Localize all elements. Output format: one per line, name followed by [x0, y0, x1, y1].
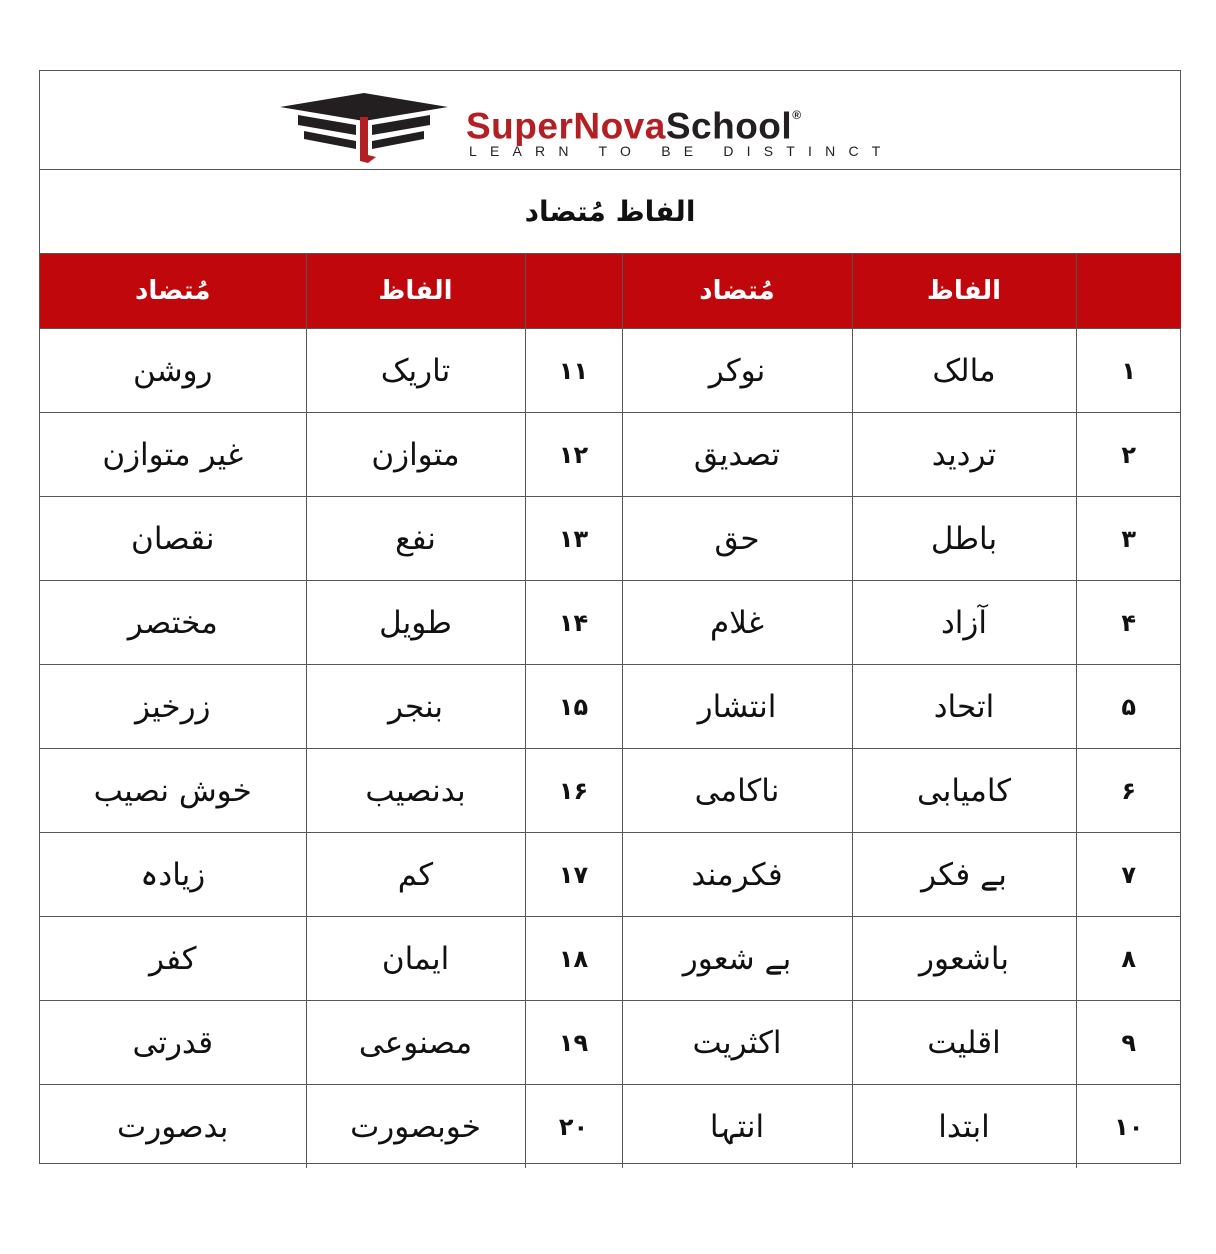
word-cell: تاریک: [306, 329, 525, 413]
word-cell: باطل: [852, 497, 1076, 581]
antonym-cell: فکرمند: [622, 833, 852, 917]
word-cell: بنجر: [306, 665, 525, 749]
row-number: ۷: [1076, 833, 1181, 917]
worksheet: [39, 70, 1181, 1164]
page-title: الفاظ مُتضاد: [524, 195, 696, 228]
antonym-cell: بے شعور: [622, 917, 852, 1001]
header: [40, 71, 1180, 170]
word-cell: تردید: [852, 413, 1076, 497]
word-cell: بدنصیب: [306, 749, 525, 833]
word-cell: مصنوعی: [306, 1001, 525, 1085]
antonyms-table: [40, 254, 1181, 1168]
word-cell: خوبصورت: [306, 1085, 525, 1169]
brand-name: [466, 101, 802, 146]
row-number: ۵: [1076, 665, 1181, 749]
word-cell: ایمان: [306, 917, 525, 1001]
brand-tagline: LEARN TO BE DISTINCT: [469, 143, 894, 159]
row-number: ۱۱: [525, 329, 622, 413]
table-row: [40, 413, 1181, 497]
brand-name-nova: Nova: [573, 105, 666, 147]
row-number: ۱۸: [525, 917, 622, 1001]
table-row: [40, 329, 1181, 413]
table-header-row: [40, 254, 1181, 329]
column-header-word: الفاظ: [306, 254, 525, 329]
antonym-cell: نقصان: [40, 497, 306, 581]
column-header-number: [525, 254, 622, 329]
antonym-cell: روشن: [40, 329, 306, 413]
word-cell: مالک: [852, 329, 1076, 413]
antonym-cell: ناکامی: [622, 749, 852, 833]
table-row: [40, 1085, 1181, 1169]
table-row: [40, 665, 1181, 749]
table-row: [40, 833, 1181, 917]
antonym-cell: زیادہ: [40, 833, 306, 917]
table-row: [40, 1001, 1181, 1085]
word-cell: آزاد: [852, 581, 1076, 665]
row-number: ۳: [1076, 497, 1181, 581]
logo: [276, 91, 956, 163]
antonym-cell: مختصر: [40, 581, 306, 665]
antonym-cell: تصدیق: [622, 413, 852, 497]
row-number: ۱۶: [525, 749, 622, 833]
word-cell: نفع: [306, 497, 525, 581]
row-number: ۱۹: [525, 1001, 622, 1085]
word-cell: ابتدا: [852, 1085, 1076, 1169]
row-number: ۱۰: [1076, 1085, 1181, 1169]
antonym-cell: بدصورت: [40, 1085, 306, 1169]
antonym-cell: غلام: [622, 581, 852, 665]
column-header-word: الفاظ: [852, 254, 1076, 329]
graduation-cap-icon: [276, 91, 451, 163]
row-number: ۱۲: [525, 413, 622, 497]
antonym-cell: قدرتی: [40, 1001, 306, 1085]
column-header-antonym: مُتضاد: [622, 254, 852, 329]
column-header-antonym: مُتضاد: [40, 254, 306, 329]
antonym-cell: انتشار: [622, 665, 852, 749]
brand-name-school: School: [665, 105, 793, 147]
word-cell: اقلیت: [852, 1001, 1076, 1085]
table-row: [40, 917, 1181, 1001]
title-row: [40, 170, 1180, 254]
antonym-cell: نوکر: [622, 329, 852, 413]
word-cell: کم: [306, 833, 525, 917]
row-number: ۲۰: [525, 1085, 622, 1169]
table-row: [40, 497, 1181, 581]
row-number: ۱۳: [525, 497, 622, 581]
row-number: ۱۷: [525, 833, 622, 917]
column-header-number: [1076, 254, 1181, 329]
table-row: [40, 581, 1181, 665]
row-number: ۱۵: [525, 665, 622, 749]
table-row: [40, 749, 1181, 833]
registered-mark: ®: [792, 108, 802, 122]
row-number: ۹: [1076, 1001, 1181, 1085]
word-cell: متوازن: [306, 413, 525, 497]
row-number: ۴: [1076, 581, 1181, 665]
word-cell: باشعور: [852, 917, 1076, 1001]
antonym-cell: اکثریت: [622, 1001, 852, 1085]
antonym-cell: حق: [622, 497, 852, 581]
antonym-cell: زرخیز: [40, 665, 306, 749]
antonym-cell: خوش نصیب: [40, 749, 306, 833]
antonym-cell: انتہا: [622, 1085, 852, 1169]
word-cell: طویل: [306, 581, 525, 665]
word-cell: اتحاد: [852, 665, 1076, 749]
antonym-cell: غیر متوازن: [40, 413, 306, 497]
row-number: ۶: [1076, 749, 1181, 833]
brand-name-super: Super: [466, 105, 574, 147]
row-number: ۸: [1076, 917, 1181, 1001]
word-cell: کامیابی: [852, 749, 1076, 833]
word-cell: بے فکر: [852, 833, 1076, 917]
row-number: ۲: [1076, 413, 1181, 497]
antonym-cell: کفر: [40, 917, 306, 1001]
row-number: ۱۴: [525, 581, 622, 665]
row-number: ۱: [1076, 329, 1181, 413]
